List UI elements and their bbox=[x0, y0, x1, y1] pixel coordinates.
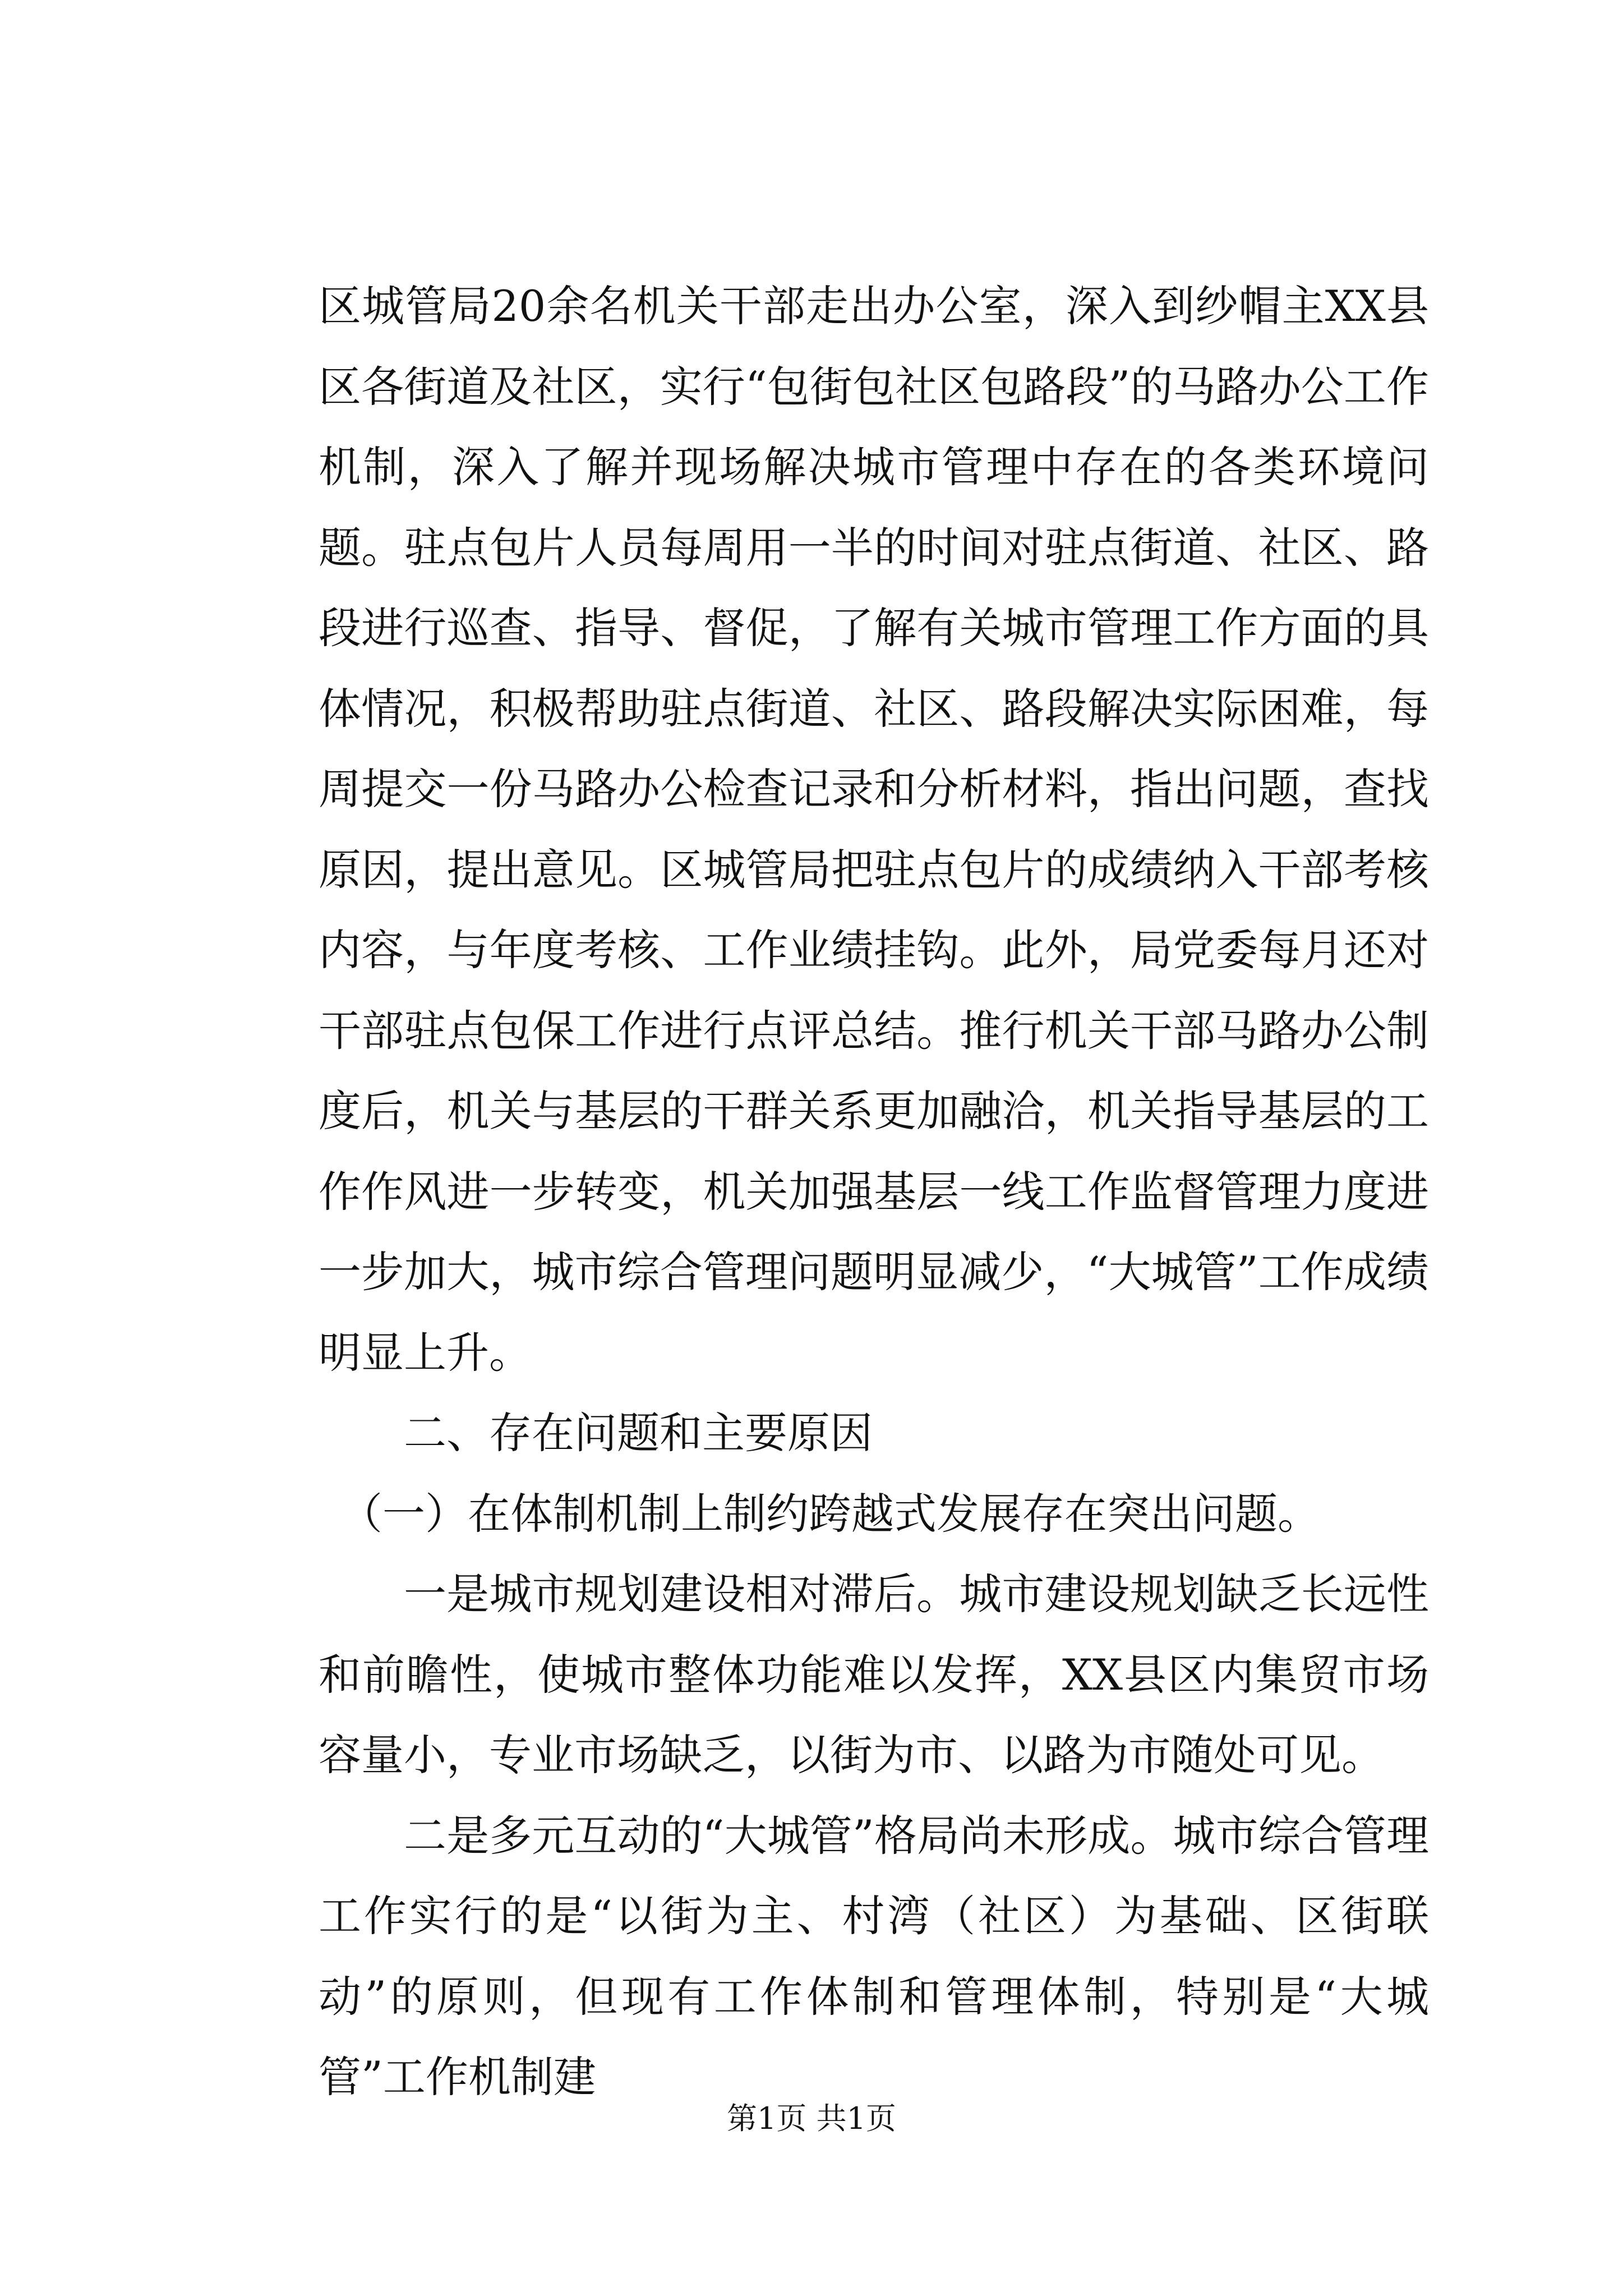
paragraph-1: 区城管局20余名机关干部走出办公室，深入到纱帽主XX县区各街道及社区，实行“包街包社区包路段”的马路办公工作机制，深入了解并现场解决城市管理中存在的各类环境问题。驻点包片人员每周用一半的时间对驻点街道、社区、路段进行巡查、指导、督促，了解有关城市管理工作方面的具体情况，积极帮助驻点街道、社区、路段解决实际困难，每周提交一份马路办公检查记录和分析材料，指出问题，查找原因，提出意见。区城管局把驻点包片的成绩纳入干部考核内容，与年度考核、工作业绩挂钩。此外，局党委每月还对干部驻点包保工作进行点评总结。推行机关干部马路办公制度后，机关与基层的干群关系更加融洽，机关指导基层的工作作风进一步转变，机关加强基层一线工作监督管理力度进一步加大，城市综合管理问题明显减少，“大城管”工作成绩明显上升。 bbox=[319, 281, 1429, 1378]
page-footer: 第1页 共1页 bbox=[727, 2101, 896, 2136]
section-heading-2: 二、存在问题和主要原因 bbox=[404, 1408, 873, 1458]
subsection-heading-1: （一）在体制机制上制约跨越式发展存在突出问题。 bbox=[340, 1488, 1320, 1539]
paragraph-point-1: 一是城市规划建设相对滞后。城市建设规划缺乏长远性和前瞻性，使城市整体功能难以发挥，XX县区内集贸市场容量小，专业市场缺乏，以街为市、以路为市随处可见。 bbox=[319, 1569, 1429, 1780]
paragraph-point-2: 二是多元互动的“大城管”格局尚未形成。城市综合管理工作实行的是“以街为主、村湾（社区）为基础、区街联动”的原则，但现有工作体制和管理体制，特别是“大城管”工作机制建 bbox=[319, 1810, 1429, 2102]
body-text bbox=[319, 266, 1429, 2118]
